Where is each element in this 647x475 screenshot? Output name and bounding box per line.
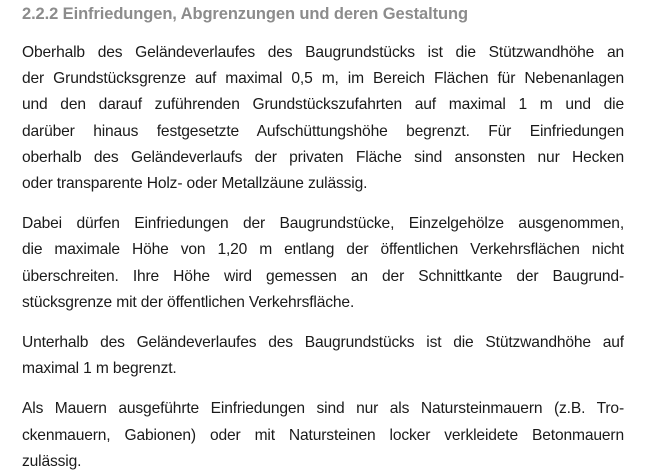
text-line: überschreiten. Ihre Höhe wird gemessen an der Schnittkante der Baugrund- bbox=[22, 267, 624, 285]
text-line: der Grundstücksgrenze auf maximal 0,5 m, im Bereich Flächen für Nebenanlagen bbox=[22, 70, 624, 88]
text-line: oder transparente Holz- oder Metallzäune zulässig. bbox=[22, 175, 368, 193]
section-heading: 2.2.2 Einfriedungen, Abgrenzungen und deren Gestaltung bbox=[22, 5, 468, 23]
paragraph-3 bbox=[22, 330, 624, 382]
text-line: darüber hinaus festgesetzte Aufschüttungshöhe begrenzt. Für Einfriedungen bbox=[22, 122, 624, 140]
text-line: maximal 1 m begrenzt. bbox=[22, 360, 177, 378]
text-line: Oberhalb des Geländeverlaufes des Baugrundstücks ist die Stützwandhöhe an bbox=[22, 44, 624, 61]
document-page bbox=[22, 0, 624, 475]
paragraph-4 bbox=[22, 396, 624, 475]
text-line: Unterhalb des Geländeverlaufes des Baugrundstücks ist die Stützwandhöhe auf bbox=[22, 334, 624, 352]
text-line: Dabei dürfen Einfriedungen der Baugrundstücke, Einzelgehölze ausgenommen, bbox=[22, 215, 624, 233]
text-line: und den darauf zuführenden Grundstückszufahrten auf maximal 1 m und die bbox=[22, 96, 624, 114]
paragraph-1 bbox=[22, 40, 624, 197]
paragraph-2 bbox=[22, 211, 624, 316]
text-line: stücksgrenze mit der öffentlichen Verkehrsfläche. bbox=[22, 293, 355, 311]
text-line: ckenmauern, Gabionen) oder mit Natursteinen locker verkleidete Betonmauern bbox=[22, 426, 624, 444]
text-line: zulässig. bbox=[22, 452, 82, 470]
text-line: die maximale Höhe von 1,20 m entlang der öffentlichen Verkehrsflächen nicht bbox=[22, 241, 624, 259]
text-line: oberhalb des Geländeverlaufs der privaten Fläche sind ansonsten nur Hecken bbox=[22, 148, 624, 166]
text-line: Als Mauern ausgeführte Einfriedungen sind nur als Natursteinmauern (z.B. Tro- bbox=[22, 400, 624, 418]
